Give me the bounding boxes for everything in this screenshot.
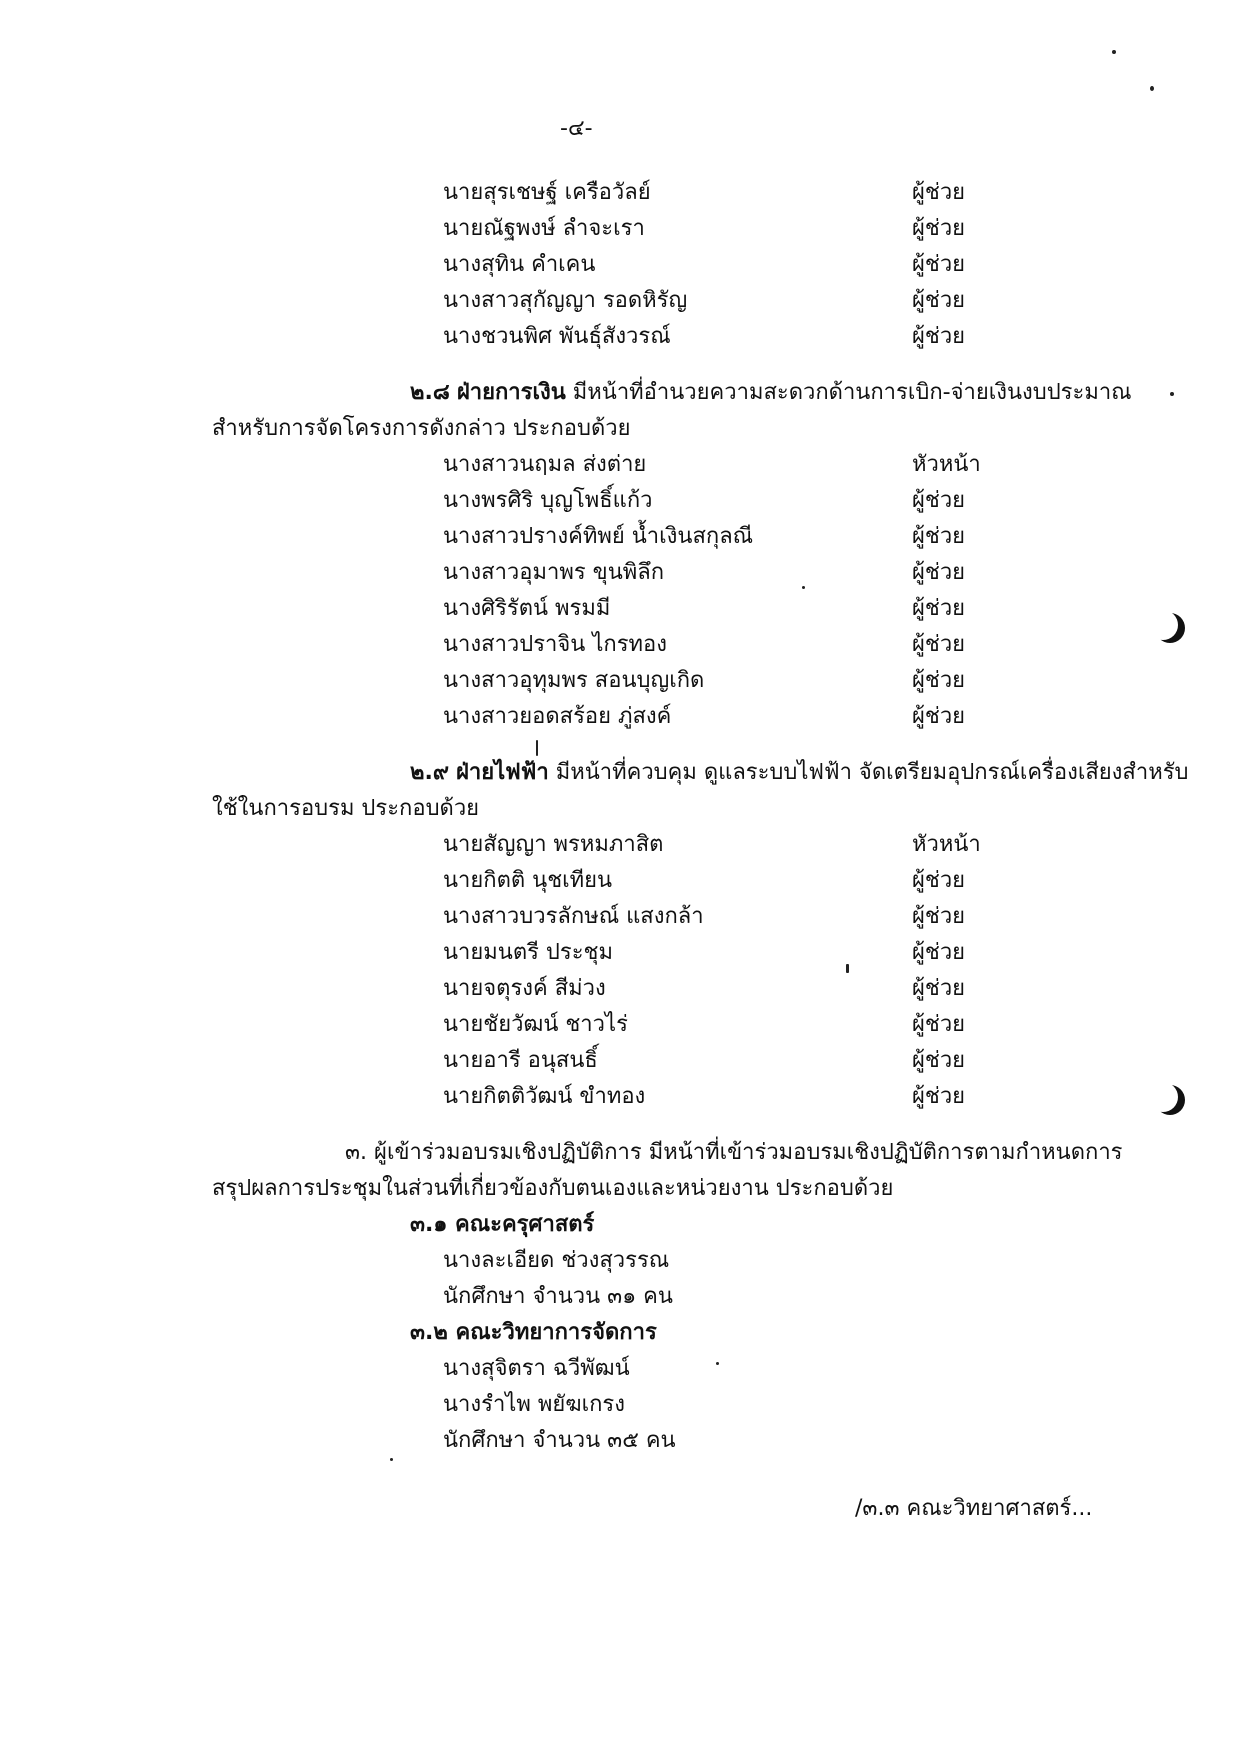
scan-speck (716, 1362, 719, 1365)
member-name: นายอารี อนุสนธิ์ (443, 1048, 598, 1073)
member-name: นายกิตติวัฒน์ ขำทอง (443, 1084, 646, 1109)
member-role: ผู้ช่วย (912, 704, 966, 729)
section-number: ๓. (345, 1140, 368, 1165)
member-name: นางสาวอุมาพร ขุนพิลึก (443, 560, 665, 585)
section-description: มีหน้าที่ควบคุม ดูแลระบบไฟฟ้า จัดเตรียมอุปกรณ์เครื่องเสียงสำหรับ (555, 760, 1189, 785)
member-role: ผู้ช่วย (912, 1048, 966, 1073)
member-role: ผู้ช่วย (912, 524, 966, 549)
member-name: นางสาวยอดสร้อย ภู่สงค์ (443, 704, 672, 729)
member-name: นางสุทิน คำเคน (443, 252, 596, 277)
member-role: ผู้ช่วย (912, 904, 966, 929)
member-role: หัวหน้า (912, 832, 981, 857)
continuation-footer: /๓.๓ คณะวิทยาศาสตร์... (855, 1496, 1093, 1521)
list-item: นางสุจิตรา ฉวีพัฒน์ (443, 1356, 630, 1381)
member-role: ผู้ช่วย (912, 1084, 966, 1109)
member-role: ผู้ช่วย (912, 940, 966, 965)
subsection-3-1-title: ๓.๑ คณะครุศาสตร์ (410, 1212, 595, 1237)
member-role: ผู้ช่วย (912, 560, 966, 585)
member-name: นางพรศิริ บุญโพธิ์แก้ว (443, 488, 653, 513)
scan-speck (802, 586, 805, 589)
scan-speck (1150, 86, 1154, 91)
scan-artifact-mark (1148, 1082, 1178, 1112)
member-role: ผู้ช่วย (912, 668, 966, 693)
scan-speck (1112, 50, 1116, 54)
list-item: นางละเอียด ช่วงสุวรรณ (443, 1248, 670, 1273)
section-title: ฝ่ายการเงิน (456, 380, 566, 405)
member-name: นายมนตรี ประชุม (443, 940, 613, 965)
member-role: ผู้ช่วย (912, 868, 966, 893)
member-role: หัวหน้า (912, 452, 981, 477)
member-role: ผู้ช่วย (912, 632, 966, 657)
scan-speck (536, 740, 538, 756)
member-name: นายกิตติ นุชเทียน (443, 868, 613, 893)
section-2-8-heading (410, 378, 1132, 408)
member-name: นางสาวสุกัญญา รอดหิรัญ (443, 288, 688, 313)
member-name: นายสัญญา พรหมภาสิต (443, 832, 664, 857)
member-name: นางสาวนฤมล ส่งต่าย (443, 452, 647, 477)
member-name: นายณัฐพงษ์ ลำจะเรา (443, 216, 645, 241)
member-role: ผู้ช่วย (912, 324, 966, 349)
member-name: นางศิริรัตน์ พรมมี (443, 596, 611, 621)
member-name: นางชวนพิศ พันธุ์สังวรณ์ (443, 324, 671, 349)
member-role: ผู้ช่วย (912, 1012, 966, 1037)
section-description: มีหน้าที่เข้าร่วมอบรมเชิงปฏิบัติการตามกำหนดการ (648, 1140, 1123, 1165)
scan-speck (1170, 392, 1174, 396)
member-name: นางสาวอุทุมพร สอนบุญเกิด (443, 668, 705, 693)
page-number: -๔- (560, 116, 593, 141)
section-2-9-heading (410, 758, 1189, 788)
member-name: นายชัยวัฒน์ ชาวไร่ (443, 1012, 628, 1037)
section-number: ๒.๙ (410, 760, 449, 785)
member-name: นางสาวปรางค์ทิพย์ น้ำเงินสกุลณี (443, 524, 754, 549)
member-role: ผู้ช่วย (912, 488, 966, 513)
scan-artifact-mark (1148, 610, 1178, 640)
member-name: นางสาวบวรลักษณ์ แสงกล้า (443, 904, 704, 929)
list-item: นักศึกษา จำนวน ๓๑ คน (443, 1284, 673, 1309)
member-name: นางสาวปราจิน ไกรทอง (443, 632, 667, 657)
scan-speck (390, 1458, 393, 1461)
section-3-description-cont: สรุปผลการประชุมในส่วนที่เกี่ยวข้องกับตนเองและหน่วยงาน ประกอบด้วย (212, 1176, 894, 1201)
section-2-9-description-cont: ใช้ในการอบรม ประกอบด้วย (212, 796, 480, 821)
member-role: ผู้ช่วย (912, 216, 966, 241)
section-number: ๒.๘ (410, 380, 450, 405)
section-title: ผู้เข้าร่วมอบรมเชิงปฏิบัติการ (374, 1140, 642, 1165)
scan-speck (846, 964, 849, 973)
member-name: นายสุรเชษฐ์ เครือวัลย์ (443, 180, 651, 205)
subsection-3-2-title: ๓.๒ คณะวิทยาการจัดการ (410, 1320, 657, 1345)
list-item: นางรำไพ พยัฆเกรง (443, 1392, 625, 1417)
section-2-8-description-cont: สำหรับการจัดโครงการดังกล่าว ประกอบด้วย (212, 416, 631, 441)
list-item: นักศึกษา จำนวน ๓๕ คน (443, 1428, 676, 1453)
member-role: ผู้ช่วย (912, 180, 966, 205)
section-title: ฝ่ายไฟฟ้า (455, 760, 549, 785)
member-role: ผู้ช่วย (912, 288, 966, 313)
member-role: ผู้ช่วย (912, 596, 966, 621)
member-role: ผู้ช่วย (912, 252, 966, 277)
section-description: มีหน้าที่อำนวยความสะดวกด้านการเบิก-จ่ายเงินงบประมาณ (572, 380, 1132, 405)
member-name: นายจตุรงค์ สีม่วง (443, 976, 606, 1001)
section-3-heading (345, 1138, 1123, 1168)
member-role: ผู้ช่วย (912, 976, 966, 1001)
